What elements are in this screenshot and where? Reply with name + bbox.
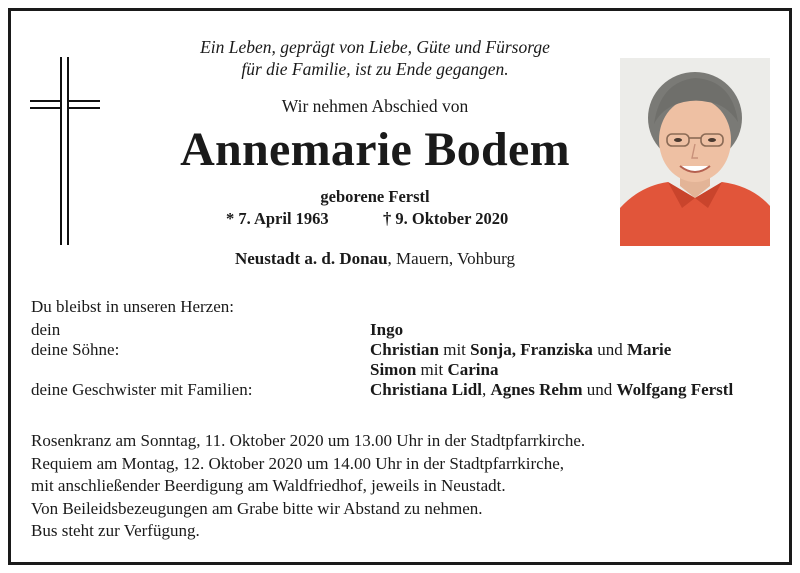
relatives-row-siblings: [31, 380, 781, 400]
relative-name: Simon: [370, 360, 417, 379]
bus-note: Bus steht zur Verfügung.: [31, 521, 200, 540]
relative-name: Agnes Rehm: [490, 380, 583, 399]
deceased-name: Annemarie Bodem: [180, 123, 570, 176]
death-date: † 9. Oktober 2020: [383, 209, 509, 228]
relatives-list: [31, 320, 781, 400]
rosary-info: Rosenkranz am Sonntag, 11. Oktober 2020 um 13.00 Uhr in der Stadtpfarrkirche.: [31, 431, 586, 450]
portrait-photo: [620, 58, 770, 246]
connector-word: mit: [438, 340, 471, 359]
relatives-row-husband: [31, 320, 781, 340]
place-rest: , Mauern, Vohburg: [387, 249, 516, 268]
relative-names: [370, 380, 733, 400]
places: [130, 249, 620, 269]
relation-label: dein: [31, 320, 61, 339]
relatives-row-sons: [31, 340, 781, 360]
relation-label: deine Geschwister mit Familien:: [31, 380, 253, 399]
relative-name: Sonja, Franziska: [470, 340, 593, 359]
relative-name: Carina: [447, 360, 499, 379]
birth-date: * 7. April 1963: [226, 209, 329, 228]
requiem-info: Requiem am Montag, 12. Oktober 2020 um 14.00 Uhr in der Stadtpfarrkirche,: [31, 453, 565, 473]
connector-word: ,: [481, 380, 491, 399]
relatives-row-sons-2: [31, 360, 781, 380]
birth-name: geborene Ferstl: [320, 187, 430, 206]
heart-line: Du bleibst in unseren Herzen:: [31, 297, 234, 316]
relative-names: [370, 320, 403, 340]
relative-name: Marie: [626, 340, 672, 359]
relative-name: Christiana Lidl: [370, 380, 482, 399]
relative-names: [370, 340, 671, 360]
service-info: [31, 430, 761, 543]
quote-line-2: für die Familie, ist zu Ende gegangen.: [241, 59, 509, 79]
relation-label: deine Söhne:: [31, 340, 120, 359]
condolence-note: Von Beileidsbezeugungen am Grabe bitte wir Abstand zu nehmen.: [31, 498, 483, 518]
cross-icon: [30, 57, 100, 245]
connector-word: und: [592, 340, 627, 359]
relative-name: Wolfgang Ferstl: [616, 380, 734, 399]
relative-name: Christian: [370, 340, 439, 359]
portrait-illustration: [620, 58, 770, 246]
connector-word: mit: [416, 360, 448, 379]
connector-word: und: [582, 380, 617, 399]
farewell-text: Wir nehmen Abschied von: [281, 96, 469, 116]
burial-info: mit anschließender Beerdigung am Waldfriedhof, jeweils in Neustadt.: [31, 476, 506, 495]
quote-line-1: Ein Leben, geprägt von Liebe, Güte und Fürsorge: [200, 37, 550, 57]
relative-names: [370, 360, 498, 380]
place-main: Neustadt a. d. Donau: [234, 249, 388, 268]
relative-name: Ingo: [370, 320, 404, 339]
